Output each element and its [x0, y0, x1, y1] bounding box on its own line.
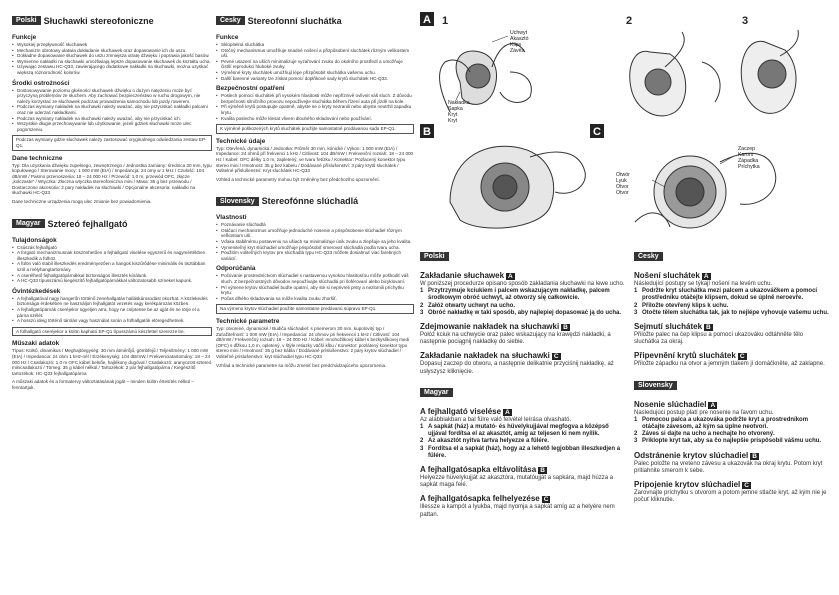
list-item: • A hosszú ideig történő tárolás vagy használat során a fülhallgatók elöregedhetnek. [12, 318, 212, 324]
para: Helyezze hüvelykujját az akasztóra, mutatóujját a sapkára, majd húzza a sapkát maga felé. [420, 475, 614, 489]
para: Následující postupy se týkají nošení na levém uchu. [634, 281, 773, 287]
list-srodki [12, 88, 212, 133]
steps-sk [634, 417, 830, 446]
list-item: • Sklopitelná sluchátka [216, 42, 414, 48]
heading-text: Nosenie slúchadiel [634, 399, 707, 409]
heading-od: Odporúčania [216, 265, 256, 273]
list-item: • Kvalita poslechu může klesat vlivem dlouhého skladování nebo používání. [216, 116, 414, 122]
heading-tul: Tulajdonságok [12, 236, 57, 244]
fig-label-zaczep: Zaczep [738, 146, 756, 152]
fig-step-2: 2 [626, 15, 633, 27]
fig-label-b: B [423, 126, 431, 138]
step-item: 3 Otočte tělem sluchátka tak, jak to nejlépe vyhovuje vašemu uchu. [634, 309, 829, 316]
steps-hu [420, 424, 626, 460]
list-item: • A fülön való stabil illeszkedés eredményezően a hangok kiszűrődése minimális és tisztábban szól a mélyhangtartomány. [12, 261, 212, 272]
para: Zarovnajte príchytku s otvorom a potom jemne stlačte kryt, až kým nie je počuť kliknutie. [634, 490, 827, 504]
column-instructions-cz-sk [634, 248, 830, 588]
specs-note-sk: Vzhľad a technické parametre sa môžu zmeniť bez predchádzajúceho upozornenia. [216, 362, 387, 368]
specs-sk: Typ: otvorené, dynamické / Budiča slúchadiel: s priemerom 30 mm, kupolovitý typ / Zaťažiteľnosť: 1 000 mW (EIA) / Impedancia: 24 ohmov pri frekvencii 1 kHz / Citlivosť: 104 dB/mW / Frekvenčný rozsah: 18 – 24 000 Hz / Kábel: mnohožilkový kábel s bezkyslíkovej medi (OFC) s dĺžkou 1,0 m, opletený, v štýle retiazky väčší kĺbu / Konektor: pozlátený konektor typu stereo mini / Hmotnosť: 35 g bez kábla / Dodávané príslušenstvo: 2 páry krytov slúchadiel / Voliteľné príslušenstvo: kryt slúchadiel typu HC-Q33 [216, 326, 410, 359]
para: Palec položte na vreteno závesu a ukazovák na okraj krytu. Potom kryt pritiahnite smerom k sebe. [634, 460, 823, 474]
heading-funkcje: Funkcje [12, 34, 37, 41]
heading-nosenie [634, 400, 830, 409]
lang-tab-slovensky: Slovensky [216, 197, 259, 206]
note-box-sk: Na výmenu krytov slúchadiel použite samostatne predávanú súpravu EP-Q1. [216, 304, 414, 314]
list-vl [216, 222, 414, 261]
list-funkcje [12, 42, 212, 76]
heading-noseni [634, 271, 830, 280]
heading-funkce: Funkce [216, 34, 239, 41]
lang-tab-magyar-2: Magyar [420, 388, 453, 397]
fig-label-nakladka: Nakładka [448, 100, 470, 106]
note-box-cz: K výměně poškozených krytů sluchátek použijte samostatně prodávanou sadu EP-Q1. [216, 124, 414, 134]
list-item: • Další barevné varianty lze získat pomocí doplňkové sady krytů sluchátek HC-Q33. [216, 76, 414, 82]
steps-cz [634, 288, 830, 317]
heading-text: Připevnění krytů sluchátek [634, 351, 736, 361]
heading-text: A fejhallgatósapka eltávolítása [420, 465, 537, 475]
lang-tab-slovensky-2: Slovensky [634, 381, 677, 390]
heading-srodki: Środki ostrożności [12, 79, 70, 87]
list-item: • Poslech pomocí sluchátek při vysokém hlasitosti může nepříznivě ovlivnit váš sluch. Z důvodu bezpečnosti silničního provozu nepoužívejte sluchátka během řízení auta při jízdě na kole. [216, 93, 414, 104]
fig-label-otwor: Otwór [616, 172, 630, 178]
column-cesky-slovensky [216, 12, 414, 587]
step-item: 1 A sapkát (ház) a mutató- és hüvelykujjával megfogva a középső ujjával fordítsa el az akasztót, amig az teljesen ki nem nyílik. [420, 424, 609, 438]
list-item: • Podczas wymiany nakładek na słuchawki należy uważać, aby nie przyciskać nakładki palcami oraz nie uderzać nakładkami. [12, 104, 212, 115]
ref-a: A [710, 401, 716, 409]
list-item: • Podczas wymiany nakładek na słuchawki należy uważać, aby nie przyciskać ich. [12, 116, 212, 122]
steps-pl [420, 288, 626, 317]
fig-label-akaszto: Akasztó [510, 36, 529, 42]
list-item: • A fejhallgatóval nagy hangerőn történő zenehallgatás halláskárosodást okozhat. A közlekedés biztonsága érdekében ne használjon fejhallgatót vezetés vagy kerékpározás közben. [12, 296, 212, 307]
ref-a: A [505, 408, 510, 416]
section-title-cz: Stereofonní sluchátka [247, 15, 342, 26]
list-item: • Výměnné kryty sluchátek umožňují lépe přizpůsobit sluchátka vašemu uchu. [216, 70, 414, 76]
fig-label-otvor-sk: Otvor [616, 190, 629, 196]
heading-text: Zdejmowanie nakładek na słuchawki [420, 322, 560, 332]
heading-text: Sejmutí sluchátek [634, 322, 703, 332]
note-box-hu: A fülhallgató cseréjekor a külön kapható EP-Q1 típusszámú készlettel szerezze be. [12, 327, 212, 337]
list-tul [12, 245, 212, 284]
para: Nasledujúci postup platí pre nosenie na ľavom uchu. [634, 409, 774, 416]
fig-label-karom: Karom [738, 152, 754, 158]
fig-label-prichytka: Príchytka [738, 164, 760, 170]
fig-step-1: 1 [442, 15, 449, 27]
ref-c: C [553, 353, 559, 361]
list-item: • Wszystkie długie przechowywanie lub użytkowanie, jeżeli gdzieś słuchawki może ulec pogorszeniu. [12, 121, 212, 132]
step-item: 1 Pomocou palca a ukazováka podržte kryt a prostredníkom otáčajte závesom, až kým sa úplne neotvorí. [634, 416, 809, 431]
list-item: • Wysokiej przepływność słuchawek [12, 42, 212, 48]
ref-b: B [563, 324, 568, 332]
fig-label-zaves: Závěs [510, 48, 525, 54]
ear-illustration-3 [741, 30, 798, 113]
step-item: 1 Przytrzymuje kciukiem i palcem wskazującym nakładkę, palcem środkowym obróć uchwyt, aż otworzy się całkowicie. [420, 288, 610, 302]
heading-eltavolitas [420, 465, 626, 474]
specs-note-pl: Dane techniczne urządzenia mogą ulec zmianie bez powiadomienia. [12, 199, 152, 205]
step-item: 1 Podržte kryt sluchátka mezi palcem a ukazováčkem a pomocí prostředníku otáčejte klipsem, dokud se úplně neroevře. [634, 288, 818, 302]
fig-label-a: A [423, 14, 431, 26]
list-item: • Vďaka stabilnému postaveniu na ušiach sa minimalizuje únik zvuku a zlepšuje sa jeho kvalita. [216, 239, 414, 245]
step-item: 2 Az akasztót nyitva tartva helyezze a fülére. [420, 438, 550, 445]
para: Přiložte západku na otvor a jemným tlakem jí domáčkněte, až zaklapne. [634, 361, 825, 368]
list-bez [216, 93, 414, 121]
list-item: • A cserélhető fejhallgatópárnákkal biztonságos illesztés kínálunk. [12, 273, 212, 279]
lang-tab-magyar: Magyar [12, 219, 45, 228]
fig-step-3: 3 [742, 15, 749, 27]
list-item: • Csúszás fejhallgató [12, 245, 212, 251]
lang-tab-polski-2: Polski [420, 252, 449, 261]
heading-zakladanie-nakladek [420, 351, 626, 360]
specs-cz: Typ: Otevřená, dynamická / Jednotka: Průměr 30 mm, kónické / Výkon: 1 000 mW (EIA) / Impedance: 24 ohmů při frekvenci 1 kHz / Citlivost: 104 dB/mW / Frekvenční rozsah: 18 – 24 000 Hz / Kabel: OFC délky 1,0 m, zapletený, ve tvaru řetízku / Konektor: Pozlacený konektor typu stereo mini / Hmotnost: 35 g bez kabelu / Dodávané příslušenství: 3 páry krytů sluchátek / Volitelné příslušenství: Kryt sluchátek HC-Q33 [216, 145, 414, 174]
lang-tab-cesky: Česky [216, 16, 245, 25]
fig-label-uchwyt: Uchwyt [510, 30, 528, 36]
list-item: • Wymienne nakładki na słuchawki umożliwiają lepsze dopasowanie słuchawek do kształtu ucha. [12, 59, 212, 65]
heading-text: A fejhallgatósapka felhelyezése [420, 494, 540, 504]
section-title-hu: Sztereó fejhallgató [47, 218, 128, 229]
list-item: • Počúvanie prostredníctvom slúchadiel s nastavenou vysokou hlasitosťou môže poškodiť váš sluch. Z bezpečnostných dôvodov nepoužívajte slúchadlá pri šoférovaní alebo bicyklovaní. [216, 273, 414, 284]
list-item: • Używając zestawu HC-Q33, zawierającego dodatkowe nakładki na słuchawki, można uzyskać większą różnorodność kolorów. [12, 64, 212, 75]
list-item: • Použitím voliteľných krytov pre slúchadlá typu HC-Q33 môžete dosiahnuť viac farebných variácií. [216, 250, 414, 261]
ref-a: A [703, 273, 709, 280]
list-item: • Pri výmene krytov slúchadiel buďte opatrní, aby ste si neprivreli prsty a nezlomili príchytku krytu. [216, 285, 414, 296]
list-item: • Otočný mechanismus umožňuje snadné nošení a přizpůsobení sluchátek různým velikostem uší. [216, 48, 414, 59]
list-item: • A forgató mechanizmusnak köszönhetően a fejhallgató viselése egyszerű és nagymértékben illeszkedik a fülhöz. [12, 250, 212, 261]
specs-pl: Typ: Dla uzyskania dźwięku zupełnego, zewnętrznego / Jednostka zamiany: średnica 30 mm, typu kopułowego / Sterowanie mocy: 1 000 mW (EIA) / Impedancja: 24 omy w 1 kHz / Czułość: 104 dB/mW / Pasmo przenoszenia: 18 – 24 000 Hz / Przewód: 1,0 m, przewód OFC, złącze „kolczaste” / Wtyczka: Złoczna wtyczka stereofoniczna mini / Masa: 35 g bez przewodu / Dostarczone akcesoria: 2 pary nakładek na słuchawki / Opcjonalne akcesoria: nakładki na słuchawki HC-Q33 [12, 162, 212, 196]
svg-text:UchwytAkasztóKlipsZávěs [510, 30, 529, 54]
heading-viselese [420, 407, 626, 416]
column-instructions-pl-hu [420, 248, 626, 588]
step-item: 3 Obróć nakładkę w taki sposób, aby najlepiej dopasować ją do ucha. [420, 309, 622, 316]
svg-text:NakładkaSapkaKrytKryt [448, 100, 470, 124]
fig-label-kryt: Kryt [448, 112, 458, 118]
ref-c: C [744, 482, 749, 490]
list-item: • Vymeniteľný kryt slúchadiel umožňuje prispôsobiť smerovať slúchadlá podľa tvaru ucha. [216, 245, 414, 251]
ref-c: C [739, 353, 745, 361]
illustration-figures [420, 12, 830, 240]
para: Dopasuj zaczep do otworu, a następnie delikatnie przyciśnij nakładkę, aż usłyszysz kliknięcie. [420, 361, 614, 375]
para: Połóż kciuk na uchwycie oraz palec wskazujący na krawędzi nakładki, a następnie pociągnij nakładkę do siebie. [420, 332, 611, 346]
para: Az alábbiakban a bal fülre való felvétel leírása olvasható. [420, 416, 572, 423]
step-item: 2 Záves si dajte na ucho a nechajte ho otvorený. [634, 431, 775, 438]
step-item: 2 Přiložte otevřený klips k uchu. [634, 302, 729, 309]
list-ov [12, 296, 212, 324]
note-box-pl: Podczas wymiany gdzie słuchawek należy zastosować oryginalnego odwiedzania zestaw EP-Q1. [12, 135, 212, 150]
specs-note-hu: A műszaki adatok és a formatervy változtatásának jogát – minden külön értesítés nélkül – fenntartjuk. [12, 379, 194, 390]
heading-text: Zakładanie nakładek na słuchawki [420, 351, 550, 361]
heading-odstranenie [634, 451, 830, 460]
heading-felhelyezes [420, 494, 626, 503]
svg-text:ZaczepKaromZápadkaPríchytka [738, 146, 760, 170]
list-item: • Poznávanie slúchadlá [216, 222, 414, 228]
para: W poniższej procedurze opisano sposób zakładania słuchawki na lewe ucho. [420, 281, 625, 287]
heading-adat: Műszaki adatok [12, 340, 60, 348]
fig-label-otvor: Otvor [616, 184, 629, 190]
fig-label-kryt-sk: Kryt [448, 118, 458, 124]
heading-text: Nošení sluchátek [634, 271, 700, 280]
heading-ov: Óvintézkedések [12, 287, 61, 295]
ref-a: A [508, 273, 513, 280]
svg-text:OtwórLyukOtvorOtvor [616, 172, 630, 196]
list-item: • A fejhallgatópárnák cseréjekor ügyeljen arra, hogy ne csíptesse be az ujját és ne törje el a párna szélét. [12, 307, 212, 318]
step-item: 3 Fordítsa el a sapkát (ház), hogy az a lehető legjobban illeszkedjen a fülére. [420, 445, 621, 459]
ref-b: B [752, 452, 757, 460]
heading-bez: Bezpečnostní opatření [216, 85, 285, 93]
list-item: • Pevné usazení na uších minimalizuje vyzařování zvuku do okolního prostředí a umožňuje čistší reprodukci hluboké zvuky. [216, 59, 414, 70]
heading-zdejmowanie [420, 322, 626, 331]
lang-tab-polski: Polski [12, 16, 41, 25]
fig-label-zapadka: Západka [738, 158, 759, 164]
ref-b: B [540, 467, 545, 475]
specs-note-cz: Vzhled a technické parametry mohou být změněny bez předchozího upozornění. [216, 176, 380, 182]
heading-sejmuti [634, 322, 830, 331]
step-item: 3 Priklopte kryt tak, aby sa čo najlepšie prispôsobil vášmu uchu. [634, 438, 822, 445]
para: Illessze a kampót a lyukba, majd nyomja a sapkát amíg az a helyére nem pattan. [420, 504, 615, 518]
step-item: 2 Załóż otwarty uchwyt na ucho. [420, 302, 516, 309]
list-item: • Otáčací mechanizmus umožňuje jednoduché nosenie a prispôsobenie slúchadiel rôznym veľkostiam uší. [216, 228, 414, 239]
list-od [216, 273, 414, 301]
ref-c: C [543, 496, 549, 504]
fig-label-sapka: Sapka [448, 106, 463, 112]
section-title-pl: Słuchawki stereofoniczne [43, 15, 154, 26]
heading-vl: Vlastnosti [216, 214, 247, 222]
list-item: • Počas dlhého skladovania sa môže kvalita zvuku zhoršiť. [216, 296, 414, 302]
list-funkce [216, 42, 414, 81]
section-title-sk: Stereofónne slúchadlá [261, 196, 359, 207]
list-item: • A HC-Q33 típusszámú kiegészítő fejhallgatópárnákkal változatosabb színeket kapunk. [12, 278, 212, 284]
heading-text: Odstránenie krytov slúchadiel [634, 450, 749, 460]
heading-tech: Technické údaje [216, 137, 266, 145]
heading-tp: Technické parametre [216, 318, 280, 325]
heading-pripojenie [634, 480, 830, 489]
hand-removing-pad-illustration [450, 146, 585, 228]
list-item: • Mechanizm obrotowy ułatwia dokładanie słuchawek oraz dopasowanie ich do uszu. [12, 48, 212, 54]
heading-text: Pripojenie krytov slúchadiel [634, 480, 741, 490]
column-polski-magyar [12, 12, 212, 587]
fig-label-lyuk: Lyuk [616, 178, 627, 184]
ref-b: B [706, 324, 711, 332]
fig-label-klips: Klips [510, 42, 522, 48]
specs-hu: Típus: Külső, dinamikus / Meghajtóegység: 30 mm átmérőjű, gömbfejű / Teljesítmény: 1 000 mW (EIA) / Impedancia: 24 ohm 1 kHz-nél / Érzékenység: 104 dB/mW / Frekvenciatartomány: 18 – 24 000 Hz / Csatlakozó: 1,0 m OFC kábel belsőe, hajlékony dugóval / Csatlakozó: aranyozott sztereó minicsatlakozó / Tömeg: 35 g kábel nélkül / Tartozékok: 2 pár fejhallgatópárna / Kiegészítő tartozékok: HC-Q33 fejhallgatópárna [12, 348, 212, 376]
ear-illustration-2 [630, 32, 720, 116]
heading-zakladanie [420, 271, 626, 280]
heading-dane: Dane techniczne [12, 154, 63, 162]
para: Přiložte palec na čep klipsu a pomocí ukazováku odtáhněte tělo sluchátka za okraj. [634, 332, 804, 346]
heading-pripevneni [634, 351, 830, 360]
lang-tab-cesky-2: Česky [634, 252, 663, 261]
heading-text: Zakładanie słuchawek [420, 271, 505, 280]
list-item: • Při výměně krytů postupujte opatrně, abyste se o kryty nezranili nebo abyste neutrhli zapadku krytu. [216, 104, 414, 115]
list-item: • Dostosowywanie poziomu głośności słuchawek dźwięku o dużym natężeniu może być przyczyną problemów ze słuchem. Aby zachować bezpieczeństwo w ruchu drogowym, nie należy korzystać ze słuchawek podczas prowadzenia samochodu lub jazdy rowerem. [12, 88, 212, 105]
heading-text: A fejhallgató viselése [420, 406, 502, 416]
fig-label-c: C [593, 126, 601, 138]
list-item: • Dokładne dopasowanie słuchawek do uszu zmniejsza utratę dźwięku i poprawia jakość basów. [12, 53, 212, 59]
